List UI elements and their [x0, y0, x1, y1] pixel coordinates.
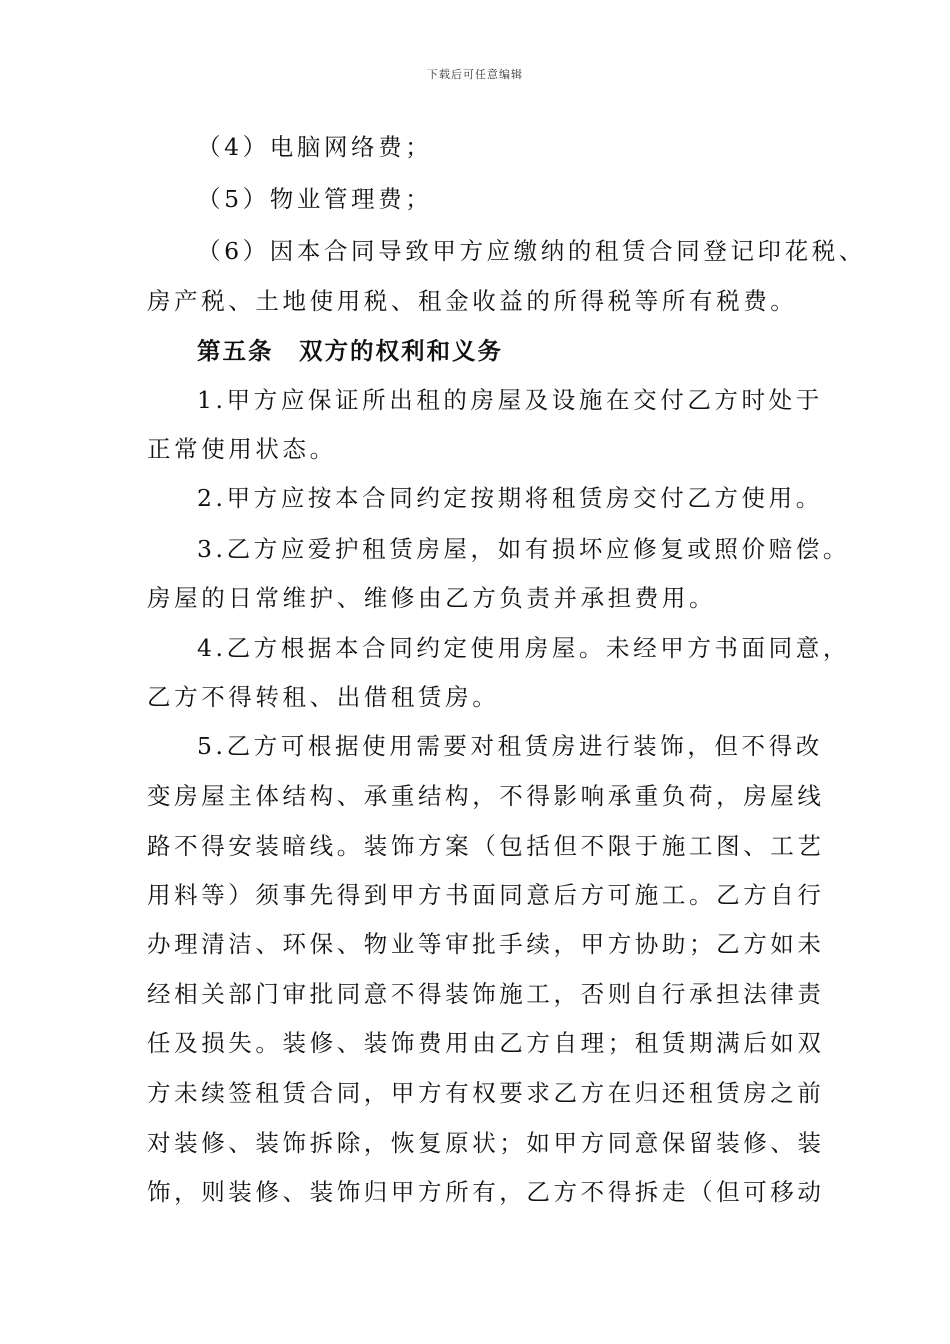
section-heading: 第五条 双方的权利和义务 [197, 337, 503, 365]
text-line: （5）物业管理费； [197, 185, 433, 213]
text-line: 1.甲方应保证所出租的房屋及设施在交付乙方时处于 [197, 386, 823, 414]
text-line: 办理清洁、环保、物业等审批手续，甲方协助；乙方如未 [147, 930, 825, 958]
text-line: 方未续签租赁合同，甲方有权要求乙方在归还租赁房之前 [147, 1079, 825, 1107]
text-line: 经相关部门审批同意不得装饰施工，否则自行承担法律责 [147, 980, 825, 1008]
text-line: 4.乙方根据本合同约定使用房屋。未经甲方书面同意， [197, 634, 850, 662]
text-line: 用料等）须事先得到甲方书面同意后方可施工。乙方自行 [147, 881, 825, 909]
text-line: 3.乙方应爱护租赁房屋，如有损坏应修复或照价赔偿。 [197, 535, 850, 563]
text-line: 2.甲方应按本合同约定按期将租赁房交付乙方使用。 [197, 484, 823, 512]
text-line: 任及损失。装修、装饰费用由乙方自理；租赁期满后如双 [147, 1029, 825, 1057]
text-line: 路不得安装暗线。装饰方案（包括但不限于施工图、工艺 [147, 832, 825, 860]
text-line: 饰，则装修、装饰归甲方所有，乙方不得拆走（但可移动 [147, 1178, 825, 1206]
text-line: （4）电脑网络费； [197, 133, 433, 161]
text-line: 乙方不得转租、出借租赁房。 [147, 683, 500, 711]
text-line: 变房屋主体结构、承重结构，不得影响承重负荷，房屋线 [147, 782, 825, 810]
text-line: 对装修、装饰拆除，恢复原状；如甲方同意保留装修、装 [147, 1129, 825, 1157]
text-line: 5.乙方可根据使用需要对租赁房进行装饰，但不得改 [197, 732, 823, 760]
text-line: 正常使用状态。 [147, 435, 337, 463]
text-line: （6）因本合同导致甲方应缴纳的租赁合同登记印花税、 [197, 237, 866, 265]
text-line: 房屋的日常维护、维修由乙方负责并承担费用。 [147, 584, 717, 612]
text-line: 房产税、土地使用税、租金收益的所得税等所有税费。 [147, 287, 798, 315]
page-header: 下载后可任意编辑 [427, 68, 523, 81]
